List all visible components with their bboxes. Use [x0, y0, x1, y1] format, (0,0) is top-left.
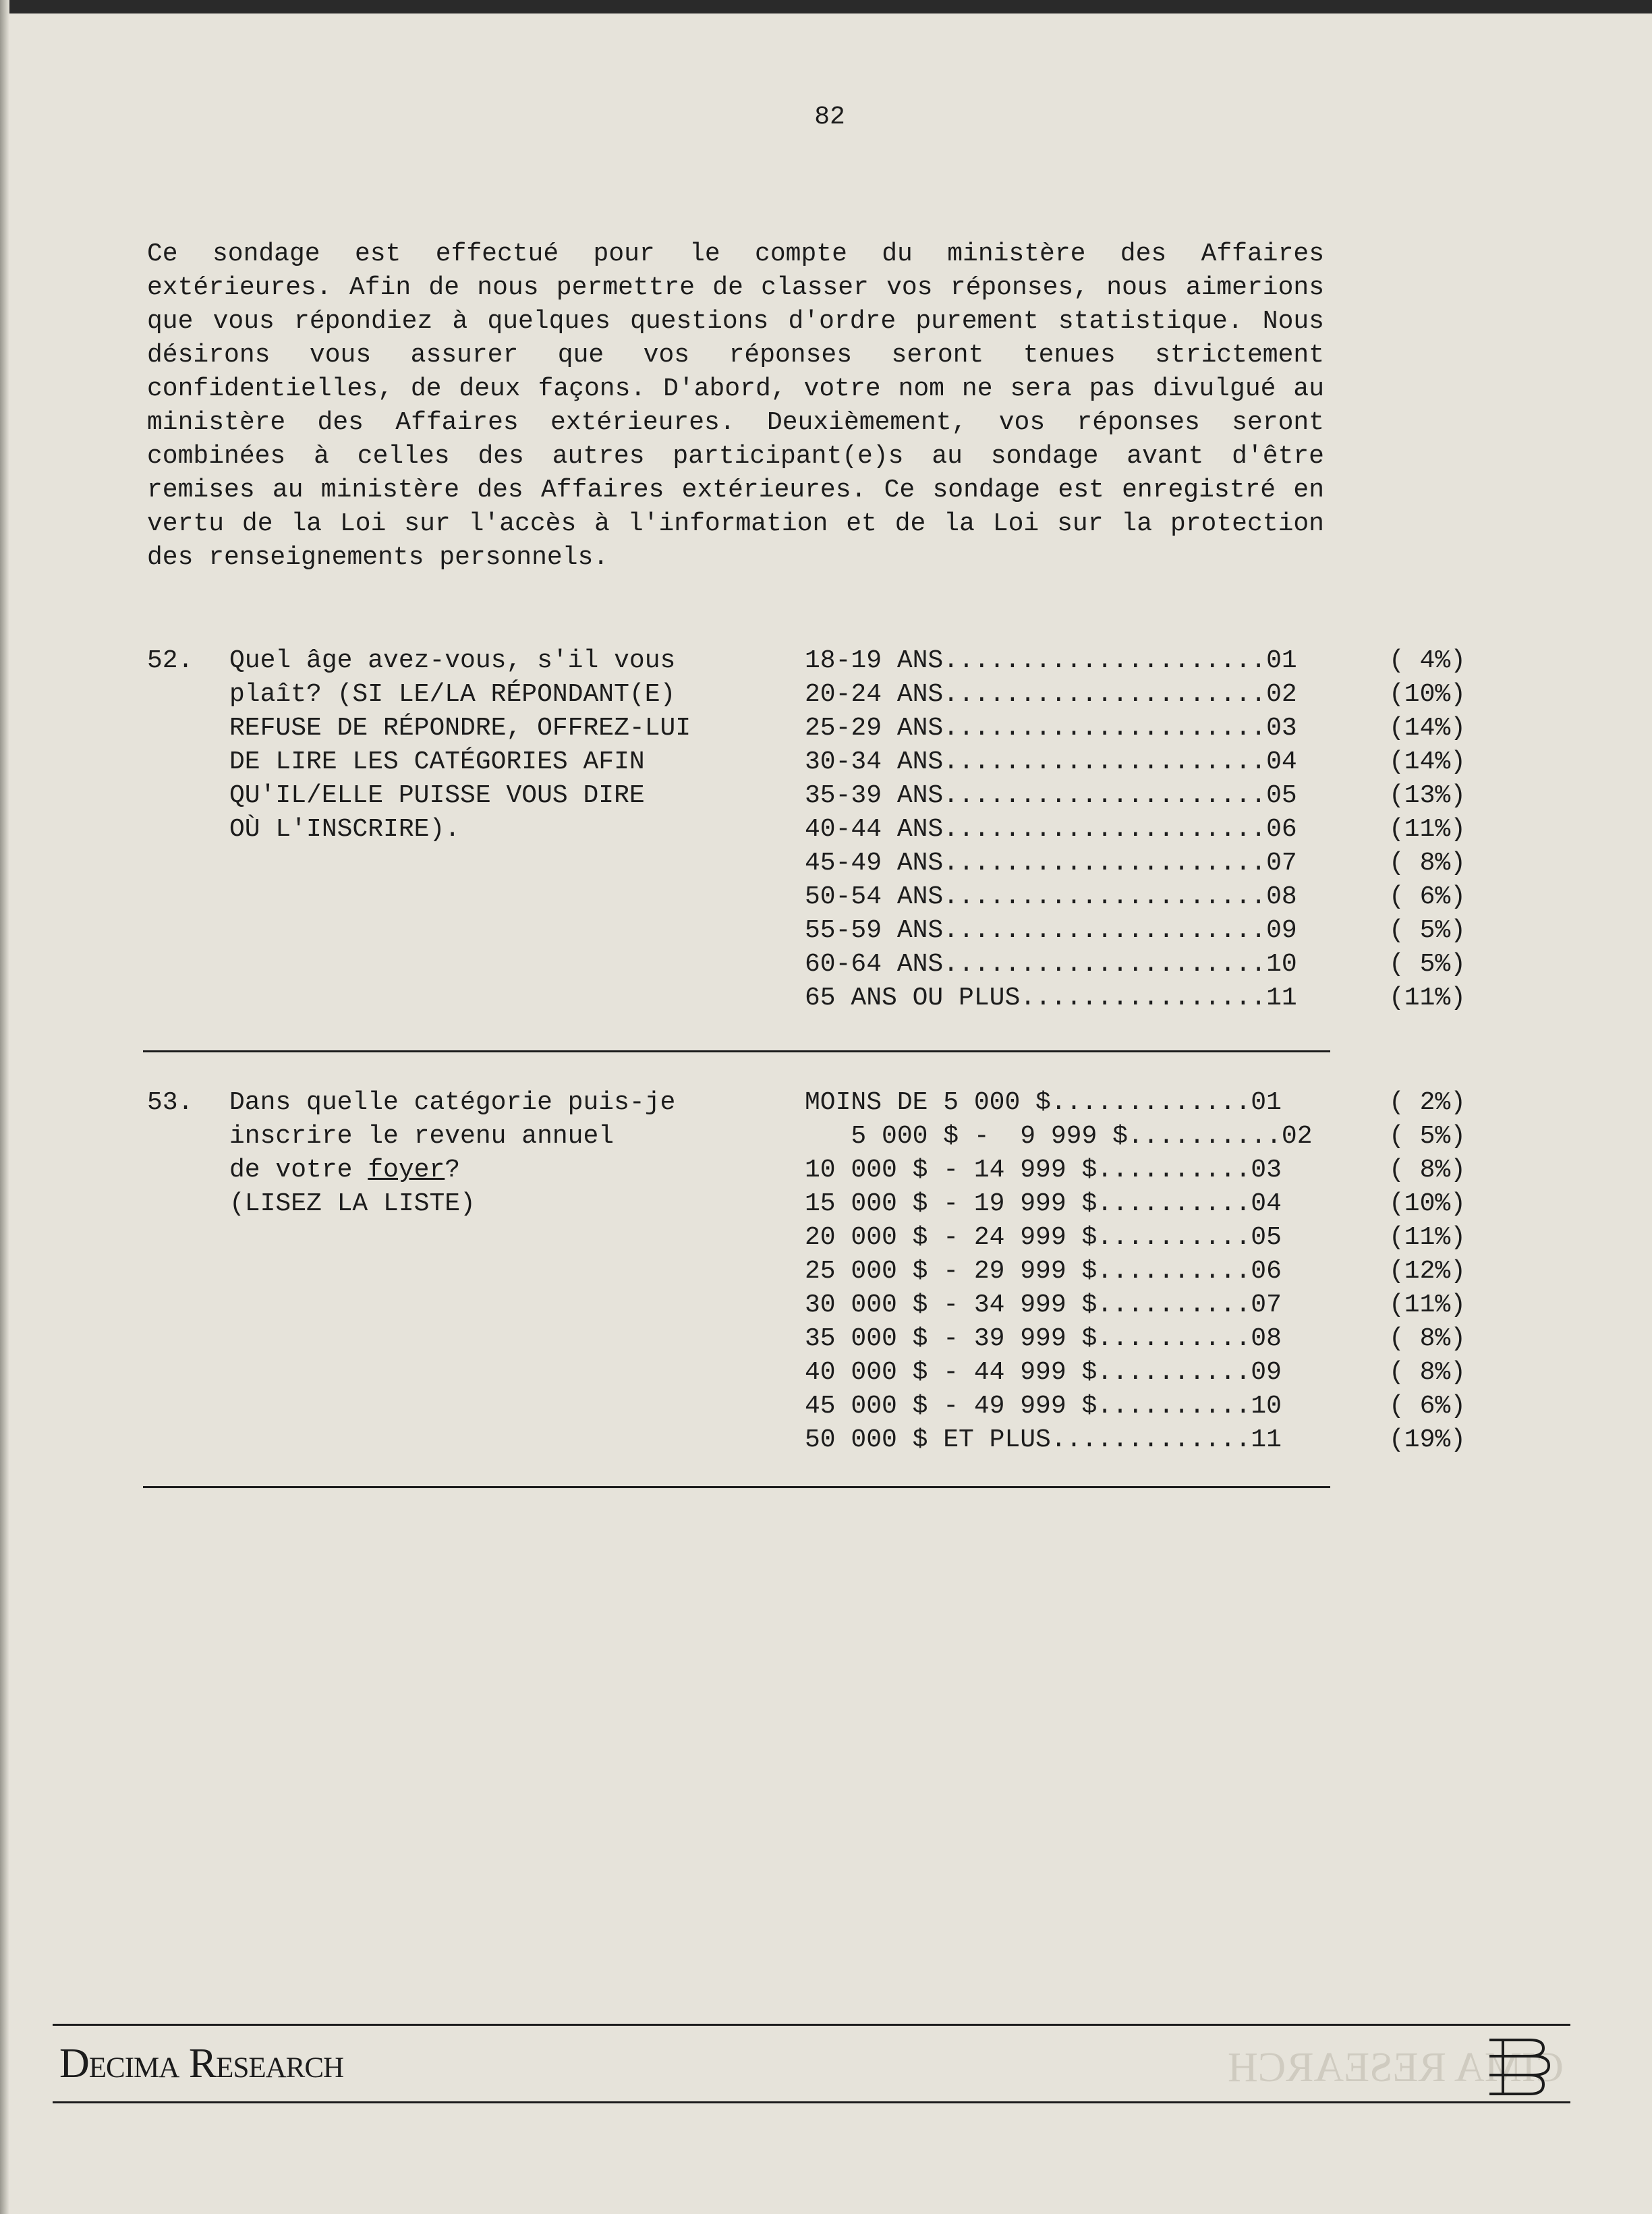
- section-divider: [143, 1050, 1330, 1052]
- answer-percentage: ( 5%): [1388, 1122, 1466, 1151]
- question-text-line: Dans quelle catégorie puis-je: [229, 1088, 676, 1117]
- answer-list: [805, 1086, 1466, 1457]
- answer-label: 55-59 ANS.....................09: [805, 916, 1297, 945]
- underlined-word: foyer: [368, 1156, 445, 1185]
- answer-percentage: (13%): [1388, 781, 1466, 810]
- answer-row: [805, 813, 1466, 847]
- answer-percentage: ( 6%): [1388, 1392, 1466, 1421]
- answer-row: [805, 1187, 1466, 1221]
- answer-row: [805, 678, 1466, 712]
- scan-left-edge: [0, 0, 9, 2214]
- answer-label: 45-49 ANS.....................07: [805, 849, 1297, 878]
- answer-label: 10 000 $ - 14 999 $..........03: [805, 1156, 1282, 1185]
- intro-paragraph: Ce sondage est effectué pour le compte du ministère des Affaires extérieures. Afin de nous permettre de classer vos réponses, nous aimerions que vous répondiez à quelques questions d'ordre purement statistique. Nous désirons vous assurer que vos réponses seront tenues strictement confidentielles, de deux façons. D'abord, votre nom ne sera pas divulgué au ministère des Affaires extérieures. Deuxièmement, vos réponses seront combinées à celles des autres participant(e)s au sondage avant d'être remises au ministère des Affaires extérieures. Ce sondage est enregistré en vertu de la Loi sur l'accès à l'information et de la Loi sur la protection des renseignements personnels.: [147, 239, 1324, 572]
- answer-label: 50-54 ANS.....................08: [805, 882, 1297, 911]
- answer-percentage: (19%): [1388, 1425, 1466, 1454]
- answer-percentage: (11%): [1388, 815, 1466, 844]
- answer-percentage: (11%): [1388, 1223, 1466, 1252]
- answer-label: 65 ANS OU PLUS................11: [805, 984, 1297, 1013]
- answer-label: 5 000 $ - 9 999 $..........02: [805, 1122, 1313, 1151]
- answer-row: [805, 1322, 1466, 1356]
- answer-label: 50 000 $ ET PLUS.............11: [805, 1425, 1282, 1454]
- answer-label: 15 000 $ - 19 999 $..........04: [805, 1189, 1282, 1218]
- show-through-text: CIMA RESEARCH: [1228, 2045, 1564, 2091]
- answer-label: 30 000 $ - 34 999 $..........07: [805, 1290, 1282, 1319]
- answer-row: [805, 1120, 1466, 1154]
- answer-label: 60-64 ANS.....................10: [805, 950, 1297, 979]
- answer-row: [805, 982, 1466, 1015]
- answer-percentage: ( 2%): [1388, 1088, 1466, 1117]
- answer-list: [805, 644, 1466, 1015]
- answer-row: [805, 1255, 1466, 1288]
- answer-row: [805, 779, 1466, 813]
- question-number: 52.: [147, 646, 194, 675]
- section-divider: [143, 1486, 1330, 1488]
- answer-label: MOINS DE 5 000 $.............01: [805, 1088, 1282, 1117]
- decima-logo-icon: [1483, 2033, 1557, 2101]
- answer-label: 20 000 $ - 24 999 $..........05: [805, 1223, 1282, 1252]
- question-text-line: inscrire le revenu annuel: [229, 1122, 615, 1151]
- answer-label: 35 000 $ - 39 999 $..........08: [805, 1324, 1282, 1353]
- answer-row: [805, 644, 1466, 678]
- answer-label: 20-24 ANS.....................02: [805, 680, 1297, 709]
- answer-label: 30-34 ANS.....................04: [805, 747, 1297, 776]
- question-number: 53.: [147, 1088, 194, 1117]
- answer-percentage: (10%): [1388, 1189, 1466, 1218]
- answer-label: 45 000 $ - 49 999 $..........10: [805, 1392, 1282, 1421]
- answer-percentage: ( 8%): [1388, 1358, 1466, 1387]
- answer-row: [805, 1390, 1466, 1423]
- answer-percentage: ( 6%): [1388, 882, 1466, 911]
- text-fragment: de votre: [229, 1156, 368, 1185]
- answer-row: [805, 712, 1466, 745]
- text-fragment: ?: [445, 1156, 461, 1185]
- answer-percentage: (14%): [1388, 747, 1466, 776]
- answer-row: [805, 1086, 1466, 1120]
- answer-percentage: (14%): [1388, 714, 1466, 743]
- answer-row: [805, 1356, 1466, 1390]
- answer-percentage: ( 8%): [1388, 849, 1466, 878]
- page-number: 82: [814, 103, 845, 132]
- footer-bottom-rule: [53, 2101, 1570, 2103]
- answer-row: [805, 914, 1466, 948]
- answer-row: [805, 745, 1466, 779]
- scan-top-edge: [0, 0, 1652, 13]
- answer-percentage: (12%): [1388, 1257, 1466, 1286]
- question-text-line: [229, 1154, 715, 1187]
- answer-percentage: ( 8%): [1388, 1324, 1466, 1353]
- answer-label: 18-19 ANS.....................01: [805, 646, 1297, 675]
- answer-row: [805, 1423, 1466, 1457]
- answer-label: 40-44 ANS.....................06: [805, 815, 1297, 844]
- answer-label: 40 000 $ - 44 999 $..........09: [805, 1358, 1282, 1387]
- answer-label: 35-39 ANS.....................05: [805, 781, 1297, 810]
- answer-row: [805, 1288, 1466, 1322]
- answer-percentage: (11%): [1388, 984, 1466, 1013]
- question-text: Quel âge avez-vous, s'il vous plaît? (SI LE/LA RÉPONDANT(E) REFUSE DE RÉPONDRE, OFFREZ-LUI DE LIRE LES CATÉGORIES AFIN QU'IL/ELLE PUISSE VOUS DIRE OÙ L'INSCRIRE).: [229, 646, 691, 844]
- footer-top-rule: [53, 2024, 1570, 2026]
- question-text: [229, 1086, 715, 1221]
- answer-row: [805, 1154, 1466, 1187]
- answer-percentage: ( 8%): [1388, 1156, 1466, 1185]
- answer-row: [805, 948, 1466, 982]
- question-text-line: (LISEZ LA LISTE): [229, 1189, 476, 1218]
- answer-row: [805, 847, 1466, 880]
- answer-percentage: (10%): [1388, 680, 1466, 709]
- brand-name: Decima Research: [59, 2041, 344, 2087]
- answer-row: [805, 880, 1466, 914]
- answer-label: 25-29 ANS.....................03: [805, 714, 1297, 743]
- answer-percentage: ( 5%): [1388, 950, 1466, 979]
- answer-percentage: (11%): [1388, 1290, 1466, 1319]
- answer-row: [805, 1221, 1466, 1255]
- answer-percentage: ( 5%): [1388, 916, 1466, 945]
- answer-label: 25 000 $ - 29 999 $..........06: [805, 1257, 1282, 1286]
- answer-percentage: ( 4%): [1388, 646, 1466, 675]
